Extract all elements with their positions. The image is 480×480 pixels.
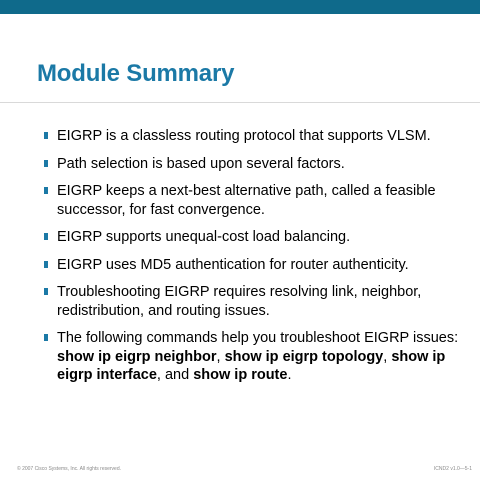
square-bullet-icon	[44, 261, 48, 268]
bullet-item-commands	[44, 329, 464, 385]
bullet-item-load-balancing	[44, 228, 464, 247]
bullet-text: EIGRP is a classless routing protocol that supports VLSM.	[57, 128, 431, 144]
separator: , and	[156, 367, 194, 383]
bullet-text: EIGRP supports unequal-cost load balancing.	[57, 229, 351, 245]
command-show-ip-eigrp-interface: show ip eigrp interface	[57, 348, 446, 383]
bullet-item-feasible-successor	[44, 182, 464, 219]
bullet-item-troubleshooting	[44, 283, 464, 320]
command-show-ip-route: show ip route	[193, 367, 288, 383]
course-page-footer: ICND2 v1.0—5-1	[433, 466, 472, 472]
square-bullet-icon	[44, 334, 48, 341]
copyright-footer: © 2007 Cisco Systems, Inc. All rights reserved.	[17, 466, 122, 472]
bullet-item-md5-authentication	[44, 256, 464, 275]
command-show-ip-eigrp-neighbor: show ip eigrp neighbor	[57, 348, 217, 365]
square-bullet-icon	[44, 288, 48, 295]
bullet-text: EIGRP keeps a next-best alternative path, called a feasible successor, for fast convergence.	[57, 183, 436, 218]
command-show-ip-eigrp-topology: show ip eigrp topology	[224, 348, 384, 365]
bullet-text: Path selection is based upon several factors.	[57, 155, 345, 172]
bullet-text-intro: The following commands help you troubleshoot EIGRP issues:	[57, 330, 459, 346]
bullet-item-classless-routing	[44, 127, 464, 146]
bullet-item-path-selection	[44, 155, 464, 174]
separator: ,	[383, 348, 392, 365]
square-bullet-icon	[44, 187, 48, 194]
slide-title: Module Summary	[37, 60, 235, 87]
square-bullet-icon	[44, 160, 48, 167]
bullet-text: Troubleshooting EIGRP requires resolving link, neighbor, redistribution, and routing issues.	[57, 284, 422, 319]
top-banner-bar	[0, 0, 480, 14]
bullet-text: EIGRP uses MD5 authentication for router authenticity.	[57, 256, 409, 273]
terminal-period: .	[287, 367, 292, 383]
square-bullet-icon	[44, 132, 48, 139]
separator: ,	[216, 348, 225, 365]
square-bullet-icon	[44, 233, 48, 240]
title-divider	[0, 102, 480, 103]
bullet-list	[44, 127, 464, 394]
